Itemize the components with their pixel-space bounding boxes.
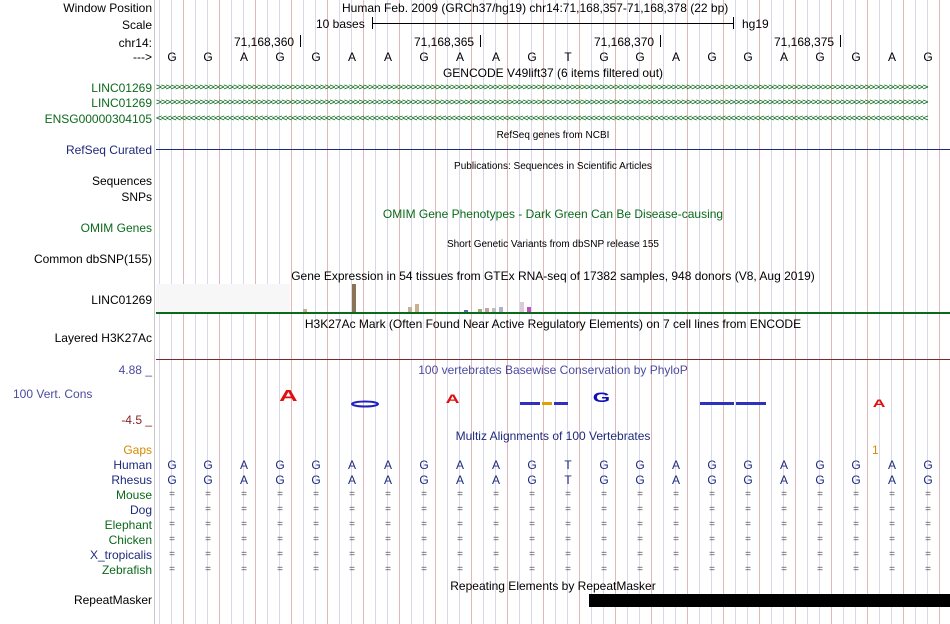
alignment-gap-marker: = <box>925 564 931 575</box>
alignment-gap-marker: = <box>277 504 283 515</box>
human-base: G <box>167 458 177 472</box>
alignment-gap-marker: = <box>529 534 535 545</box>
alignment-gap-marker: = <box>817 489 823 500</box>
alignment-gap-marker: = <box>313 534 319 545</box>
human-base: G <box>599 458 609 472</box>
logo-small <box>736 402 766 405</box>
coord-tick <box>300 35 301 47</box>
alignment-gap-marker: = <box>205 534 211 545</box>
human-base: G <box>311 458 321 472</box>
label-rhesus[interactable]: Rhesus <box>111 473 152 487</box>
alignment-gap-marker: = <box>457 489 463 500</box>
coord-label: 71,168,365 <box>414 35 475 49</box>
label-window-position: Window Position <box>63 1 152 15</box>
alignment-gap-marker: = <box>241 549 247 560</box>
label-strand-arrow: ---> <box>133 50 152 64</box>
sequence-base: G <box>599 50 609 64</box>
gtex-track-title: Gene Expression in 54 tissues from GTEx RNA-seq of 17382 samples, 948 donors (V8, Aug 2019) <box>291 269 815 283</box>
alignment-gap-marker: = <box>673 564 679 575</box>
alignment-gap-marker: = <box>565 534 571 545</box>
rhesus-base: G <box>167 473 177 487</box>
rhesus-base: A <box>239 473 248 487</box>
alignment-gap-marker: = <box>169 519 175 530</box>
alignment-gap-marker: = <box>529 489 535 500</box>
rhesus-base: A <box>491 473 500 487</box>
label-scale: Scale <box>121 18 152 32</box>
label-gencode-linc01269-2[interactable]: LINC01269 <box>91 96 152 110</box>
alignment-gap-marker: = <box>925 489 931 500</box>
rhesus-base: G <box>419 473 429 487</box>
alignment-gap-marker: = <box>457 519 463 530</box>
rhesus-base: G <box>815 473 825 487</box>
alignment-gap-marker: = <box>853 489 859 500</box>
reverse-strand-arrows: <<<<<<<<<<<<<<<<<<<<<<<<<<<<<<<<<<<<<<<<<<<<<<<<<<<<<<<<<<<<<<<<<<<<<<<<<<<<<<<<<<<<<<<<<<<<<<<<<<<<<<<<<<<<<<<<<<<<<<<<<<<<<<<<<<<<<<<<<<<<<<<<<<<<<<<<<<<<<<<< <box>156 113 928 124</box>
human-base: G <box>635 458 645 472</box>
alignment-gap-marker: = <box>313 564 319 575</box>
sequence-base: G <box>707 50 717 64</box>
rhesus-base: A <box>671 473 680 487</box>
alignment-gap-marker: = <box>169 534 175 545</box>
sequence-base: A <box>779 50 788 64</box>
scale-bar-right-tick <box>733 17 734 29</box>
alignment-gap-marker: = <box>853 534 859 545</box>
rhesus-base: G <box>923 473 933 487</box>
logo-a-red: A <box>445 393 460 406</box>
human-base: A <box>347 458 356 472</box>
alignment-gap-marker: = <box>493 504 499 515</box>
alignment-gap-marker: = <box>925 549 931 560</box>
sequence-base: G <box>311 50 321 64</box>
coord-tick <box>660 35 661 47</box>
alignment-gap-marker: = <box>313 489 319 500</box>
rhesus-base: A <box>887 473 896 487</box>
label-100-vert-cons[interactable]: 100 Vert. Cons <box>13 387 93 401</box>
alignment-gap-marker: = <box>529 549 535 560</box>
forward-strand-arrows: >>>>>>>>>>>>>>>>>>>>>>>>>>>>>>>>>>>>>>>>>>>>>>>>>>>>>>>>>>>>>>>>>>>>>>>>>>>>>>>>>>>>>>>>>>>>>>>>>>>>>>>>>>>>>>>>>>>>>>>>>>>>>>>>>>>>>>>>>>>>>>>>>>>>>>>>>>>>>>>> <box>156 97 928 108</box>
human-base: G <box>815 458 825 472</box>
logo-small <box>700 402 734 405</box>
rhesus-base: T <box>564 473 572 487</box>
alignment-gap-marker: = <box>709 504 715 515</box>
sequence-base: A <box>383 50 392 64</box>
label-dog[interactable]: Dog <box>129 503 152 517</box>
human-base: A <box>383 458 392 472</box>
logo-a-red: A <box>279 386 298 405</box>
label-chicken[interactable]: Chicken <box>108 533 152 547</box>
omim-track-title: OMIM Gene Phenotypes - Dark Green Can Be Disease-causing <box>382 207 724 221</box>
rhesus-base: G <box>275 473 285 487</box>
repeat-element-block[interactable] <box>589 594 950 607</box>
alignment-gap-marker: = <box>313 549 319 560</box>
alignment-gap-marker: = <box>421 489 427 500</box>
alignment-gap-marker: = <box>385 564 391 575</box>
alignment-gap-marker: = <box>925 519 931 530</box>
sequence-base: G <box>203 50 213 64</box>
sequence-base: G <box>275 50 285 64</box>
human-base: G <box>851 458 861 472</box>
sequence-base: G <box>851 50 861 64</box>
scale-bar <box>372 23 733 24</box>
coord-label: 71,168,370 <box>594 35 655 49</box>
sequence-base: G <box>815 50 825 64</box>
human-base: G <box>419 458 429 472</box>
alignment-gap-marker: = <box>421 519 427 530</box>
coord-label: 71,168,360 <box>234 35 295 49</box>
logo-small <box>554 402 568 405</box>
alignment-gap-marker: = <box>565 504 571 515</box>
alignment-gap-marker: = <box>241 564 247 575</box>
alignment-gap-marker: = <box>709 519 715 530</box>
alignment-gap-marker: = <box>637 489 643 500</box>
gene-ensg00000304105[interactable] <box>156 112 950 126</box>
alignment-gap-marker: = <box>745 534 751 545</box>
alignment-gap-marker: = <box>169 489 175 500</box>
alignment-gap-marker: = <box>277 564 283 575</box>
label-x-tropicalis[interactable]: X_tropicalis <box>89 548 152 562</box>
dbsnp-track-title: Short Genetic Variants from dbSNP release 155 <box>447 239 659 250</box>
alignment-gap-marker: = <box>925 534 931 545</box>
coord-tick <box>840 35 841 47</box>
assembly-label: hg19 <box>742 17 769 31</box>
alignment-gap-marker: = <box>817 534 823 545</box>
alignment-gap-marker: = <box>673 519 679 530</box>
sequence-base: A <box>887 50 896 64</box>
alignment-gap-marker: = <box>673 489 679 500</box>
alignment-gap-marker: = <box>565 519 571 530</box>
sequence-base: G <box>419 50 429 64</box>
sequence-base: A <box>239 50 248 64</box>
alignment-gap-marker: = <box>349 534 355 545</box>
label-gtex-linc01269[interactable]: LINC01269 <box>91 293 152 307</box>
alignment-gap-marker: = <box>457 534 463 545</box>
human-base: A <box>779 458 788 472</box>
gtex-bar[interactable] <box>352 284 356 312</box>
label-divider <box>154 0 155 624</box>
alignment-gap-marker: = <box>421 534 427 545</box>
label-gaps[interactable]: Gaps <box>123 443 152 457</box>
gap-marker: 1 <box>872 443 879 457</box>
forward-strand-arrows: >>>>>>>>>>>>>>>>>>>>>>>>>>>>>>>>>>>>>>>>>>>>>>>>>>>>>>>>>>>>>>>>>>>>>>>>>>>>>>>>>>>>>>>>>>>>>>>>>>>>>>>>>>>>>>>>>>>>>>>>>>>>>>>>>>>>>>>>>>>>>>>>>>>>>>>>>>>>>>>> <box>156 82 928 93</box>
coord-label: 71,168,375 <box>774 35 835 49</box>
human-base: A <box>671 458 680 472</box>
sequence-base: A <box>347 50 356 64</box>
label-gencode-ensg[interactable]: ENSG00000304105 <box>44 112 152 126</box>
rhesus-base: G <box>203 473 213 487</box>
gtex-shade <box>156 284 290 312</box>
gene-linc01269-1[interactable] <box>156 81 950 95</box>
scale-label: 10 bases <box>316 17 365 31</box>
alignment-gap-marker: = <box>601 564 607 575</box>
alignment-gap-marker: = <box>169 504 175 515</box>
gtex-bar[interactable] <box>520 302 524 312</box>
alignment-gap-marker: = <box>241 489 247 500</box>
sequence-base: G <box>167 50 177 64</box>
alignment-gap-marker: = <box>781 489 787 500</box>
alignment-gap-marker: = <box>637 564 643 575</box>
sequence-base: G <box>635 50 645 64</box>
logo-g-blue: G <box>592 389 611 405</box>
alignment-gap-marker: = <box>637 504 643 515</box>
alignment-gap-marker: = <box>385 504 391 515</box>
alignment-gap-marker: = <box>889 549 895 560</box>
logo-small <box>520 402 540 405</box>
alignment-gap-marker: = <box>385 489 391 500</box>
alignment-gap-marker: = <box>637 534 643 545</box>
alignment-gap-marker: = <box>565 489 571 500</box>
alignment-gap-marker: = <box>349 504 355 515</box>
rhesus-base: A <box>779 473 788 487</box>
gtex-bar[interactable] <box>415 304 419 312</box>
alignment-gap-marker: = <box>745 504 751 515</box>
alignment-gap-marker: = <box>529 519 535 530</box>
alignment-gap-marker: = <box>925 504 931 515</box>
human-base: A <box>887 458 896 472</box>
alignment-gap-marker: = <box>709 564 715 575</box>
alignment-gap-marker: = <box>565 564 571 575</box>
alignment-gap-marker: = <box>277 534 283 545</box>
alignment-gap-marker: = <box>313 519 319 530</box>
alignment-gap-marker: = <box>421 549 427 560</box>
alignment-gap-marker: = <box>853 549 859 560</box>
alignment-gap-marker: = <box>709 549 715 560</box>
rhesus-base: A <box>347 473 356 487</box>
alignment-gap-marker: = <box>529 504 535 515</box>
alignment-gap-marker: = <box>781 534 787 545</box>
alignment-gap-marker: = <box>781 504 787 515</box>
human-base: A <box>455 458 464 472</box>
alignment-gap-marker: = <box>709 489 715 500</box>
alignment-gap-marker: = <box>421 564 427 575</box>
rhesus-base: A <box>383 473 392 487</box>
refseq-track-title: RefSeq genes from NCBI <box>496 130 610 141</box>
label-phylop-min: -4.5 _ <box>121 413 152 427</box>
alignment-gap-marker: = <box>565 549 571 560</box>
alignment-gap-marker: = <box>457 504 463 515</box>
rhesus-base: G <box>743 473 753 487</box>
alignment-gap-marker: = <box>457 564 463 575</box>
alignment-gap-marker: = <box>205 564 211 575</box>
alignment-gap-marker: = <box>817 519 823 530</box>
alignment-gap-marker: = <box>889 519 895 530</box>
phylop-logo[interactable] <box>156 386 950 412</box>
human-base: G <box>923 458 933 472</box>
logo-g-blue <box>352 402 378 407</box>
alignment-gap-marker: = <box>169 549 175 560</box>
alignment-gap-marker: = <box>781 564 787 575</box>
alignment-gap-marker: = <box>493 489 499 500</box>
alignment-gap-marker: = <box>853 504 859 515</box>
alignment-gap-marker: = <box>781 549 787 560</box>
human-base: G <box>275 458 285 472</box>
alignment-gap-marker: = <box>601 519 607 530</box>
alignment-gap-marker: = <box>241 519 247 530</box>
sequence-base: G <box>923 50 933 64</box>
human-base: A <box>491 458 500 472</box>
alignment-gap-marker: = <box>853 519 859 530</box>
gene-linc01269-2[interactable] <box>156 96 950 110</box>
alignment-gap-marker: = <box>781 519 787 530</box>
sequence-base: A <box>455 50 464 64</box>
repeatmasker-track-title: Repeating Elements by RepeatMasker <box>450 579 656 593</box>
alignment-gap-marker: = <box>889 564 895 575</box>
gencode-track-title: GENCODE V49lift37 (6 items filtered out) <box>442 66 664 80</box>
alignment-gap-marker: = <box>817 504 823 515</box>
multiz-track-title: Multiz Alignments of 100 Vertebrates <box>455 429 651 443</box>
label-sequences[interactable]: Sequences <box>91 174 152 188</box>
alignment-gap-marker: = <box>601 504 607 515</box>
alignment-gap-marker: = <box>673 534 679 545</box>
rhesus-base: G <box>311 473 321 487</box>
label-chrom: chr14: <box>118 36 152 50</box>
label-snps[interactable]: SNPs <box>121 190 152 204</box>
logo-a-red: A <box>872 398 886 410</box>
alignment-gap-marker: = <box>241 534 247 545</box>
human-base: G <box>707 458 717 472</box>
human-base: G <box>743 458 753 472</box>
rhesus-base: G <box>599 473 609 487</box>
alignment-gap-marker: = <box>205 519 211 530</box>
alignment-gap-marker: = <box>205 549 211 560</box>
alignment-gap-marker: = <box>421 504 427 515</box>
human-base: G <box>527 458 537 472</box>
sequence-base: A <box>671 50 680 64</box>
refseq-gene-line[interactable] <box>156 149 950 150</box>
alignment-gap-marker: = <box>817 564 823 575</box>
alignment-gap-marker: = <box>889 534 895 545</box>
label-zebrafish[interactable]: Zebrafish <box>101 563 152 577</box>
alignment-gap-marker: = <box>457 549 463 560</box>
alignment-gap-marker: = <box>853 564 859 575</box>
alignment-gap-marker: = <box>529 564 535 575</box>
label-mouse[interactable]: Mouse <box>115 488 152 502</box>
alignment-gap-marker: = <box>277 549 283 560</box>
alignment-gap-marker: = <box>673 549 679 560</box>
alignment-gap-marker: = <box>601 549 607 560</box>
alignment-gap-marker: = <box>493 564 499 575</box>
position-title: Human Feb. 2009 (GRCh37/hg19) chr14:71,168,357-71,168,378 (22 bp) <box>342 1 729 15</box>
alignment-gap-marker: = <box>349 549 355 560</box>
alignment-gap-marker: = <box>637 549 643 560</box>
alignment-gap-marker: = <box>745 519 751 530</box>
rhesus-base: G <box>851 473 861 487</box>
phylop-track-title: 100 vertebrates Basewise Conservation by PhyloP <box>418 363 688 377</box>
alignment-gap-marker: = <box>349 564 355 575</box>
human-base: A <box>239 458 248 472</box>
label-elephant[interactable]: Elephant <box>104 518 152 532</box>
h3k27ac-signal-line[interactable] <box>156 359 950 360</box>
sequence-base: G <box>527 50 537 64</box>
alignment-gap-marker: = <box>385 534 391 545</box>
alignment-gap-marker: = <box>169 564 175 575</box>
alignment-gap-marker: = <box>673 504 679 515</box>
alignment-gap-marker: = <box>493 519 499 530</box>
alignment-gap-marker: = <box>277 519 283 530</box>
label-refseq-curated[interactable]: RefSeq Curated <box>65 143 152 157</box>
logo-small <box>542 402 552 405</box>
publications-track-title: Publications: Sequences in Scientific Articles <box>454 161 652 172</box>
label-omim-genes[interactable]: OMIM Genes <box>80 221 152 235</box>
sequence-base: G <box>743 50 753 64</box>
rhesus-base: A <box>455 473 464 487</box>
alignment-gap-marker: = <box>493 549 499 560</box>
sequence-base: T <box>564 50 572 64</box>
alignment-gap-marker: = <box>205 489 211 500</box>
human-base: G <box>203 458 213 472</box>
label-layered-h3k27ac[interactable]: Layered H3K27Ac <box>54 331 152 345</box>
alignment-gap-marker: = <box>745 549 751 560</box>
rhesus-base: G <box>707 473 717 487</box>
alignment-gap-marker: = <box>277 489 283 500</box>
alignment-gap-marker: = <box>601 489 607 500</box>
alignment-gap-marker: = <box>385 549 391 560</box>
alignment-gap-marker: = <box>241 504 247 515</box>
alignment-gap-marker: = <box>385 519 391 530</box>
alignment-gap-marker: = <box>493 534 499 545</box>
alignment-gap-marker: = <box>601 534 607 545</box>
rhesus-base: G <box>635 473 645 487</box>
coord-tick <box>480 35 481 47</box>
alignment-gap-marker: = <box>349 519 355 530</box>
label-human[interactable]: Human <box>113 458 152 472</box>
alignment-gap-marker: = <box>313 504 319 515</box>
alignment-gap-marker: = <box>889 504 895 515</box>
alignment-gap-marker: = <box>745 489 751 500</box>
alignment-gap-marker: = <box>709 534 715 545</box>
alignment-gap-marker: = <box>745 564 751 575</box>
human-base: T <box>564 458 572 472</box>
label-gencode-linc01269-1[interactable]: LINC01269 <box>91 81 152 95</box>
alignment-gap-marker: = <box>817 549 823 560</box>
alignment-gap-marker: = <box>205 504 211 515</box>
h3k27ac-track-title: H3K27Ac Mark (Often Found Near Active Regulatory Elements) on 7 cell lines from ENCODE <box>304 317 802 331</box>
sequence-base: A <box>491 50 500 64</box>
label-common-dbsnp[interactable]: Common dbSNP(155) <box>33 252 152 266</box>
rhesus-base: G <box>527 473 537 487</box>
alignment-gap-marker: = <box>349 489 355 500</box>
alignment-gap-marker: = <box>637 519 643 530</box>
gtex-baseline <box>156 312 950 314</box>
label-repeatmasker[interactable]: RepeatMasker <box>73 593 152 607</box>
alignment-gap-marker: = <box>889 489 895 500</box>
label-phylop-max: 4.88 _ <box>118 363 152 377</box>
